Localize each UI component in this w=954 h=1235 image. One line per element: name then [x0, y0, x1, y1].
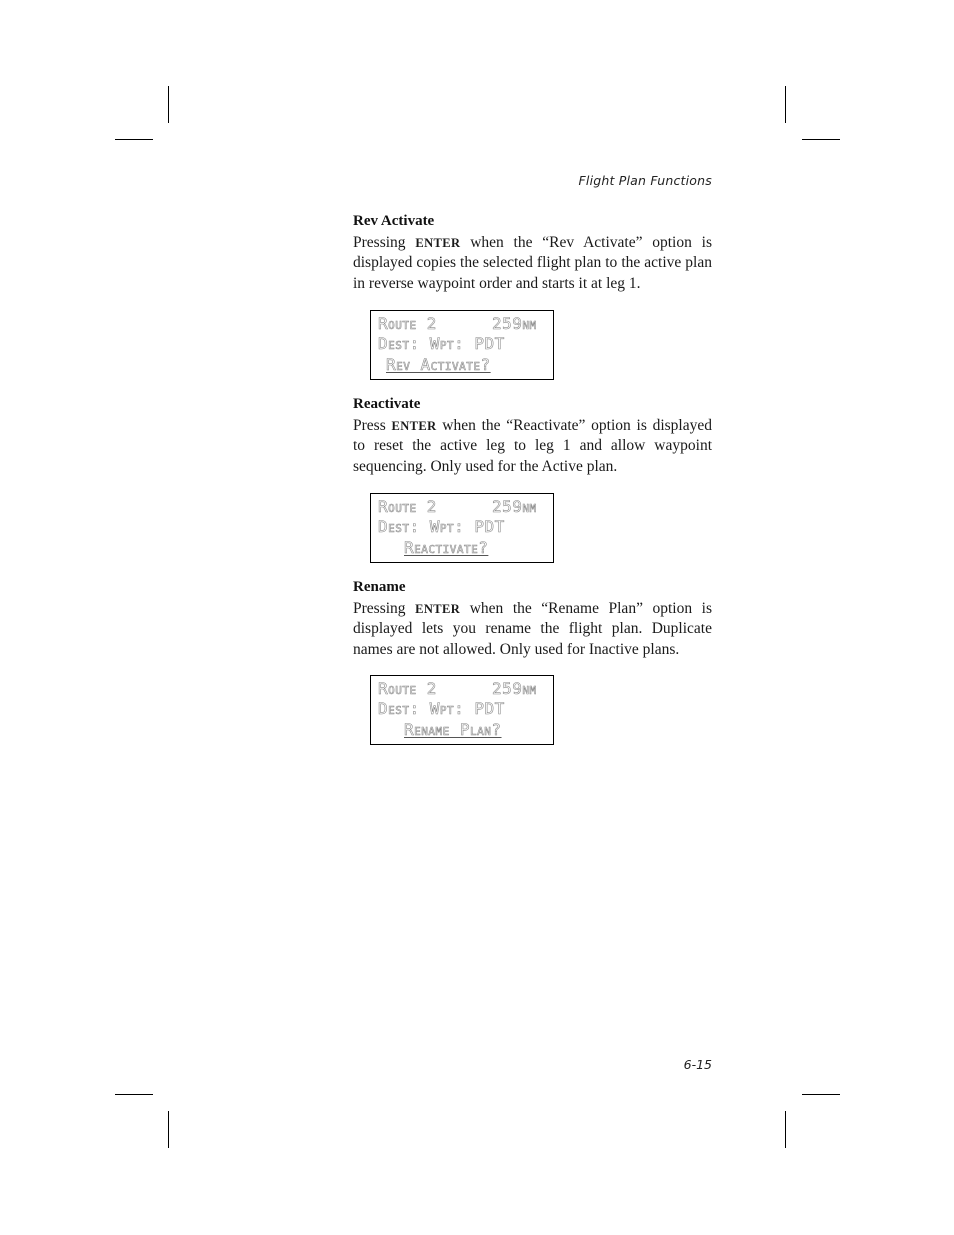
section-title-rename: Rename — [353, 579, 406, 595]
lcd-route: Route 2 — [378, 314, 437, 333]
crop-mark — [785, 86, 786, 123]
crop-mark — [785, 1111, 786, 1148]
lcd-option: Rev Activate? — [386, 355, 491, 374]
lcd-route: Route 2 — [378, 497, 437, 516]
crop-mark — [168, 86, 169, 123]
lcd-distance: 259nm — [492, 679, 537, 698]
running-header: Flight Plan Functions — [578, 173, 712, 188]
lcd-waypoint: Dest: Wpt: PDT — [378, 699, 505, 718]
crop-mark — [802, 1094, 840, 1095]
lcd-route-line — [378, 314, 537, 334]
crop-mark — [115, 1094, 153, 1095]
lcd-route-line — [378, 497, 537, 517]
lcd-option: Rename Plan? — [404, 720, 502, 739]
lcd-distance: 259nm — [492, 314, 537, 333]
enter-key-label: ENTER — [391, 419, 437, 433]
lcd-waypoint: Dest: Wpt: PDT — [378, 334, 505, 353]
crop-mark — [802, 139, 840, 140]
lcd-route: Route 2 — [378, 679, 437, 698]
crop-mark — [115, 139, 153, 140]
lcd-route-line — [378, 679, 537, 699]
lcd-option: Reactivate? — [404, 538, 489, 557]
paragraph-reactivate: Press ENTER when the “Reactivate” option is displayed to reset the active leg to leg 1 and allow waypoint sequencing. Only used for the Active plan. — [353, 417, 712, 475]
lcd-screen-rename — [370, 675, 554, 745]
lcd-screen-rev-activate — [370, 310, 554, 380]
section-title-rev-activate: Rev Activate — [353, 213, 435, 229]
lcd-distance: 259nm — [492, 497, 537, 516]
paragraph-rev-activate: Pressing ENTER when the “Rev Activate” option is displayed copies the selected flight plan to the active plan in reverse waypoint order and starts it at leg 1. — [353, 234, 712, 292]
page-number: 6-15 — [683, 1057, 712, 1072]
crop-mark — [168, 1111, 169, 1148]
paragraph-rename: Pressing ENTER when the “Rename Plan” option is displayed lets you rename the flight plan. Duplicate names are not allowed. Only used for Inactive plans. — [353, 600, 712, 658]
enter-key-label: ENTER — [415, 602, 461, 616]
lcd-screen-reactivate — [370, 493, 554, 563]
section-title-reactivate: Reactivate — [353, 396, 421, 412]
lcd-waypoint: Dest: Wpt: PDT — [378, 517, 505, 536]
enter-key-label: ENTER — [415, 236, 461, 250]
